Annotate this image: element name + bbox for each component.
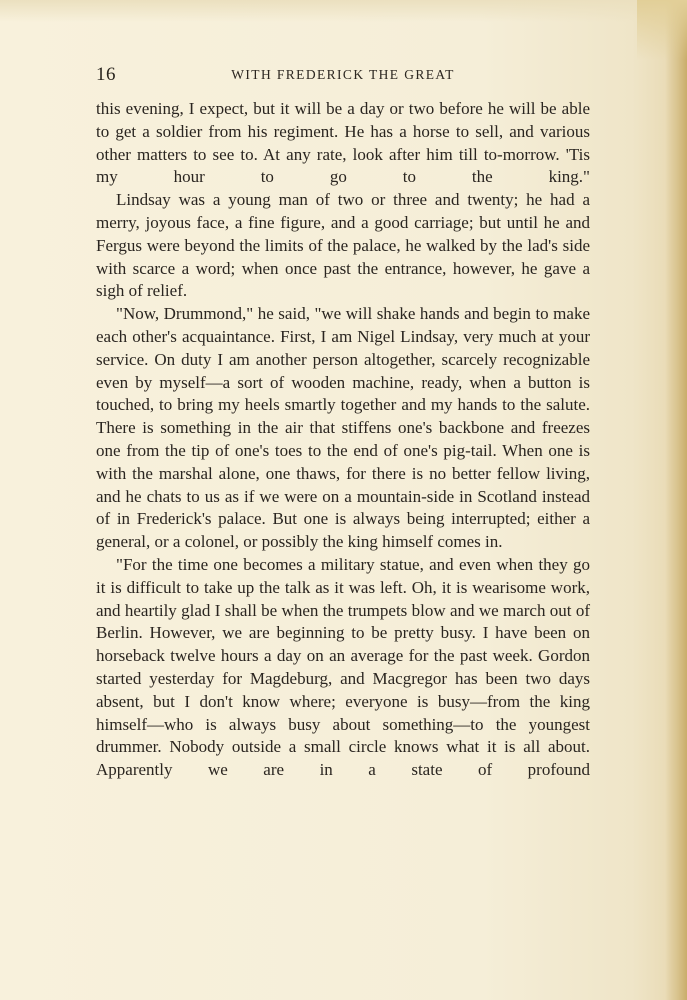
running-head: WITH FREDERICK THE GREAT xyxy=(231,67,455,82)
page-corner-shadow xyxy=(637,0,687,60)
paragraph-3: "Now, Drummond," he said, "we will shake hands and begin to make each other's acquaintance. First, I am Nigel Lindsay, very much at your service. On duty I am another person altogether, scarcely recognizable even by myself—a sort of wooden machine, ready, when a button is touched, to bring my heels smartly together and my hands to the salute. There is something in the air that stiffens one's backbone and freezes one from the tip of one's toes to the end of one's pig-tail. When one is with the marshal alone, one thaws, for there is no better fellow living, and he chats to us as if we were on a mountain-side in Scotland instead of in Frederick's palace. But one is always being interrupted; either a general, or a colonel, or possibly the king himself comes in. xyxy=(96,304,590,552)
paragraph-4: "For the time one becomes a military statue, and even when they go it is difficult to take up the talk as it was left. Oh, it is wearisome work, and heartily glad I shall be when the trumpets blow and we march out of Berlin. However, we are beginning to be pretty busy. I have been on horseback twelve hours a day on an average for the past week. Gordon started yesterday for Magdeburg, and Macgregor has been two days absent, but I don't know where; everyone is busy—from the king himself—who is always busy about something—to the youngest drummer. Nobody outside a small circle knows what it is all about. Apparently we are in a state of profound xyxy=(96,554,590,780)
page-top-shadow xyxy=(0,0,687,22)
page-header xyxy=(96,64,590,88)
paragraph-1: this evening, I expect, but it will be a day or two before he will be able to get a soldier from his regiment. He has a horse to sell, and various other matters to see to. At any rate, look after him till to-morrow. 'Tis my hour to go to the king." xyxy=(96,99,590,187)
paragraph-2: Lindsay was a young man of two or three and twenty; he had a merry, joyous face, a fine figure, and a good carriage; but until he and Fergus were beyond the limits of the palace, he walked by the lad's side with scarce a word; when once past the entrance, however, he gave a sigh of relief. xyxy=(96,190,590,301)
page-right-edge xyxy=(665,0,687,1000)
body-text xyxy=(96,98,590,782)
page-number: 16 xyxy=(96,64,116,85)
